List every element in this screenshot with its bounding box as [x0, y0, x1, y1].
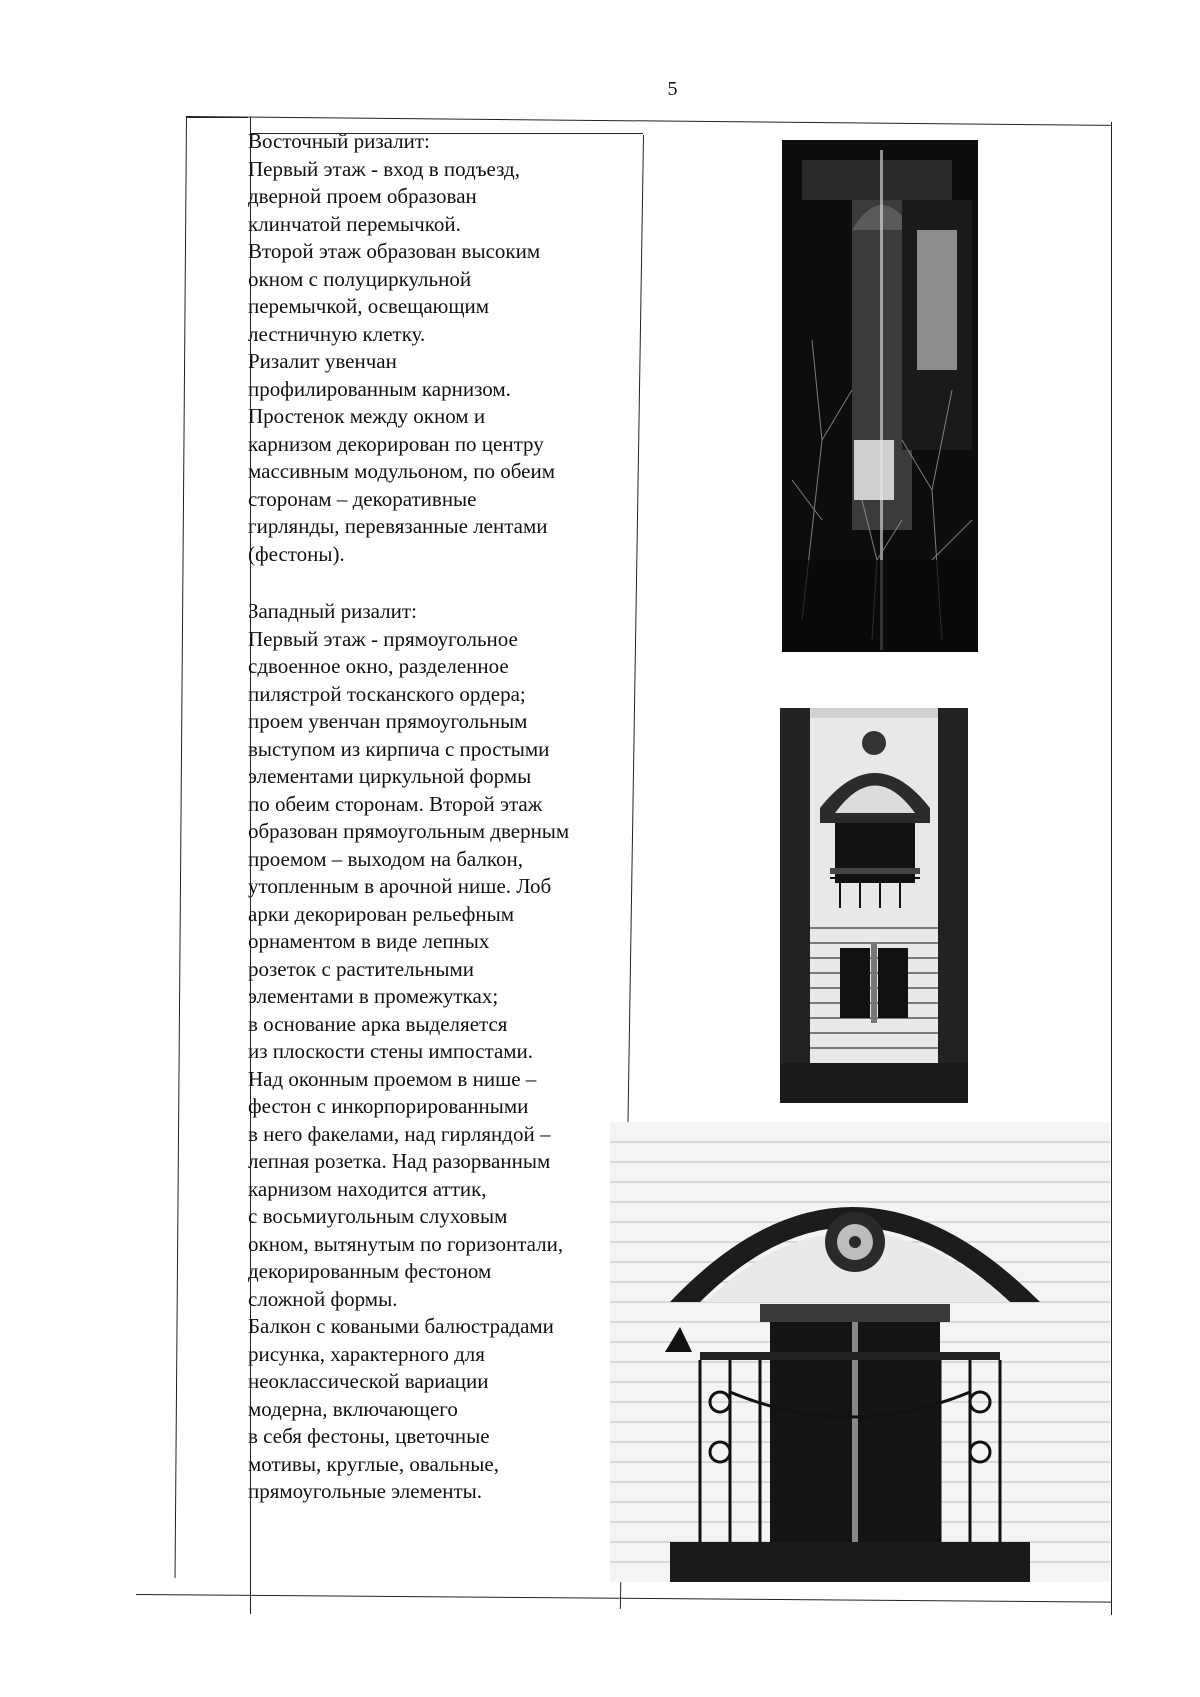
text-line: в основание арка выделяется — [248, 1011, 508, 1036]
text-line: в него факелами, над гирляндой – — [248, 1121, 551, 1146]
text-line: карнизом декорирован по центру — [248, 431, 544, 456]
text-line: сложной формы. — [248, 1286, 398, 1311]
east-risalit-photo — [782, 140, 978, 652]
text-line: орнаментом в виде лепных — [248, 929, 490, 953]
description-text — [248, 128, 628, 1506]
east-risalit-section — [248, 128, 628, 568]
text-line: модерна, включающего — [248, 1396, 458, 1421]
text-line: Балкон с коваными балюстрадами — [248, 1314, 554, 1338]
text-line: утопленным в арочной нише. Лоб — [248, 874, 552, 898]
text-line: массивным модульоном, по обеим — [248, 459, 556, 483]
text-line: из плоскости стены импостами. — [248, 1039, 534, 1063]
text-line: фестон с инкорпорированными — [248, 1094, 529, 1118]
text-line: с восьмиугольным слуховым — [248, 1204, 508, 1228]
text-line: Второй этаж образован высоким — [248, 239, 541, 263]
text-line: Первый этаж - прямоугольное — [248, 626, 518, 651]
text-line: окном, вытянутым по горизонтали, — [248, 1231, 564, 1256]
text-line: проемом – выходом на балкон, — [248, 846, 524, 871]
page-number: 5 — [667, 78, 678, 100]
text-line: прямоугольные элементы. — [248, 1479, 482, 1503]
text-line: розеток с растительными — [248, 956, 475, 981]
text-line: (фестоны). — [248, 541, 345, 566]
table-top-border-left — [186, 117, 248, 118]
text-line: Простенок между окном и — [248, 404, 486, 428]
text-line: элементами циркульной формы — [248, 764, 532, 788]
text-line: гирлянды, перевязанные лентами — [248, 514, 548, 538]
text-line: рисунка, характерного для — [248, 1341, 485, 1366]
table-right-border — [1111, 122, 1112, 1615]
text-line: карнизом находится аттик, — [248, 1176, 487, 1201]
text-line: декорированным фестоном — [248, 1259, 492, 1283]
text-line: Ризалит увенчан — [248, 349, 397, 373]
text-line: неоклассической вариации — [248, 1369, 489, 1393]
text-line: пилястрой тосканского ордера; — [248, 681, 526, 706]
text-line: Над оконным проемом в нише – — [248, 1066, 537, 1091]
text-line: арки декорирован рельефным — [248, 901, 515, 926]
text-line: образован прямоугольным дверным — [248, 819, 570, 843]
west-risalit-section — [248, 598, 628, 1506]
west-risalit-photo — [780, 708, 968, 1103]
text-line: перемычкой, освещающим — [248, 294, 490, 318]
text-line: Западный ризалит: — [248, 599, 417, 623]
text-line: клинчатой перемычкой. — [248, 211, 461, 236]
text-line: сторонам – декоративные — [248, 486, 477, 511]
text-line: элементами в промежутках; — [248, 984, 499, 1008]
text-line: в себя фестоны, цветочные — [248, 1424, 490, 1448]
text-line: по обеим сторонам. Второй этаж — [248, 791, 543, 816]
text-line: выступом из кирпича с простыми — [248, 736, 550, 761]
text-line: Первый этаж - вход в подъезд, — [248, 156, 520, 181]
text-line: лестничную клетку. — [248, 321, 426, 346]
text-line: лепная розетка. Над разорванным — [248, 1149, 551, 1173]
text-line: проем увенчан прямоугольным — [248, 709, 528, 733]
text-line: профилированным карнизом. — [248, 376, 511, 401]
text-line: Восточный ризалит: — [248, 129, 430, 153]
text-line: сдвоенное окно, разделенное — [248, 654, 509, 678]
text-line: окном с полуциркульной — [248, 266, 472, 291]
text-line: мотивы, круглые, овальные, — [248, 1451, 499, 1476]
text-line: дверной проем образован — [248, 184, 477, 208]
balcony-arch-photo — [610, 1122, 1110, 1582]
